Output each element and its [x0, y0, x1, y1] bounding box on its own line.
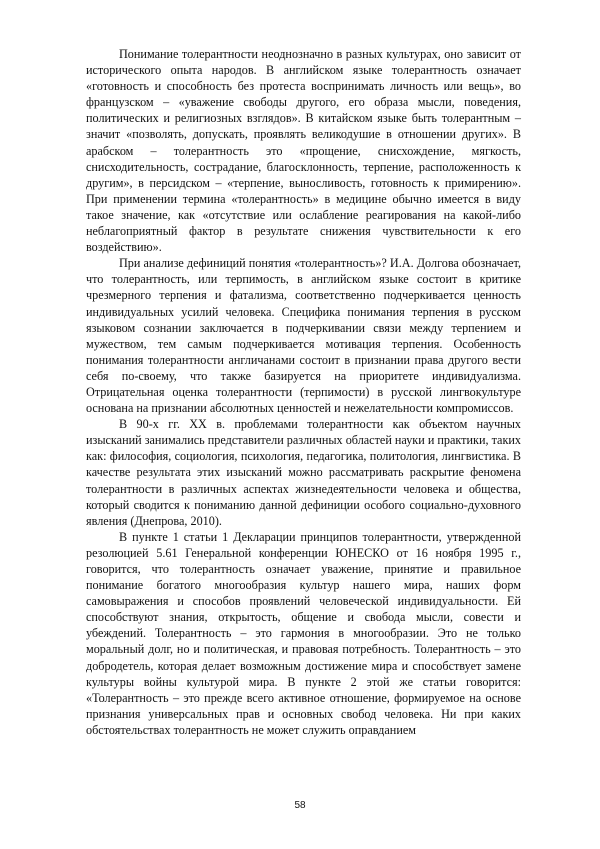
paragraph-4: В пункте 1 статьи 1 Декларации принципов толерантности, утвержденной резолюцией 5.61 Генеральной конференции ЮНЕСКО от 16 ноября 1995 г., говорится, что толерантность означает уважение, принятие и правильное понимание богатого многообразия культур нашего мира, наших форм самовыражения и способов проявлений человеческой индивидуальности. Ей способствуют знания, открытость, общение и свобода мысли, совести и убеждений. Толерантность – это гармония в многообразии. Это не только моральный долг, но и политическая, и правовая потребность. Толерантность – это добродетель, которая делает возможным достижение мира и способствует замене культуры войны культурой мира. В пункте 2 этой же статьи говорится: «Толерантность – это прежде всего активное отношение, формируемое на основе признания универсальных прав и основных свобод человека. Ни при каких обстоятельствах толерантность не может служить оправданием: [86, 529, 521, 737]
paragraph-1: Понимание толерантности неоднозначно в разных культурах, оно зависит от исторического опыта народов. В английском языке толерантность означает «готовность и способность без протеста воспринимать личность или вещь», во французском – «уважение свободы другого, его образа мысли, поведения, политических и религиозных взглядов». В китайском языке быть толерантным – значит «позволять, допускать, проявлять великодушие в отношении других». В арабском – толерантность это «прощение, снисхождение, мягкость, снисходительность, сострадание, благосклонность, терпение, расположенность к другим», в персидском – «терпение, выносливость, готовность к примирению». При применении термина «толерантность» в медицине обычно имеется в виду такое значение, как «отсутствие или ослабление реагирования на какой-либо неблагоприятный фактор в результате снижения чувствительности к его воздействию».: [86, 47, 521, 255]
paragraph-2: При анализе дефиниций понятия «толерантность»? И.А. Долгова обозначает, что толерантность, или терпимость, в английском языке состоит в критике чрезмерного терпения и фатализма, соответственно подчеркивается ценность индивидуальных усилий человека. Специфика понимания терпения в русском языковом сознании заключается в подчеркивании связи между терпением и мужеством, тем самым подчеркивается мотивация терпения. Особенность понимания толерантности англичанами состоит в признании права другого вести себя по-своему, что также базируется на приоритете индивидуализма. Отрицательная оценка толерантности (терпимости) в русской лингвокультуре основана на признании абсолютных ценностей и нежелательности компромиссов.: [86, 256, 521, 416]
document-body: [86, 46, 521, 738]
page-number: 58: [294, 800, 306, 811]
paragraph-3: В 90-х гг. XX в. проблемами толерантности как объектом научных изысканий занимались представители различных областей науки и практики, таких как: философия, социология, психология, педагогика, политология, лингвистика. В качестве результата этих изысканий можно рассматривать раскрытие феномена толерантности в различных аспектах жизнедеятельности человека и общества, который сводится к пониманию данной дефиниции особого социально-духовного явления (Днепрова, 2010).: [86, 417, 521, 528]
